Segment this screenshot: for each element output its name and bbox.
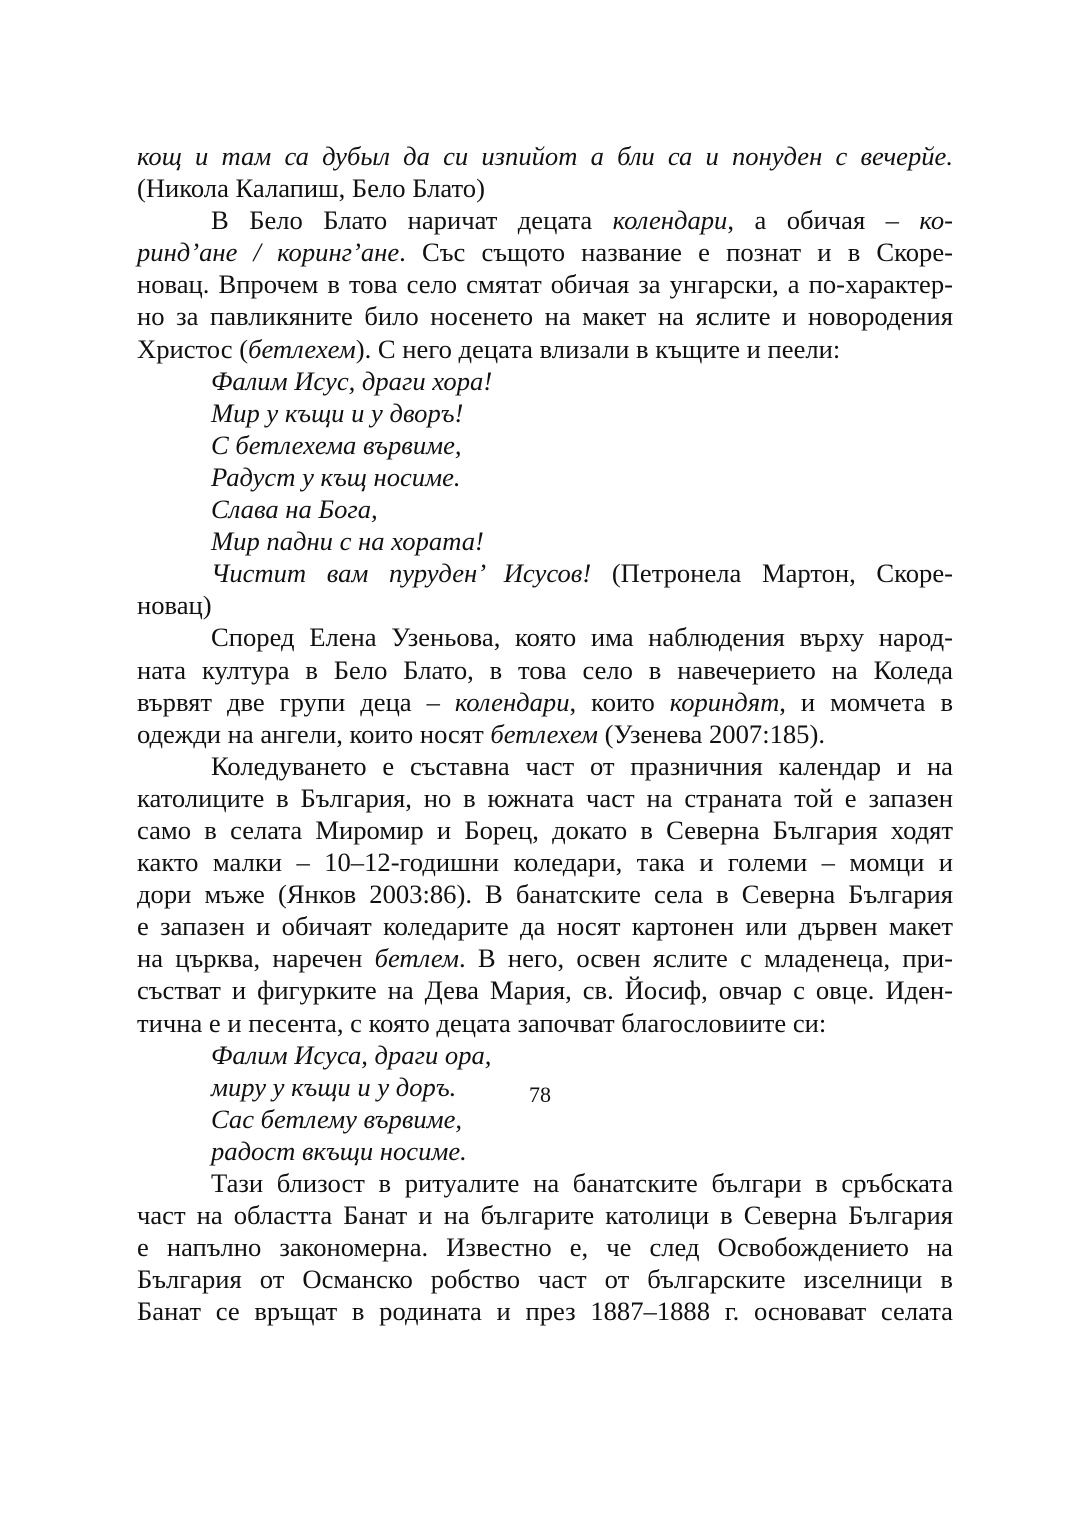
text-line: Христос (бетлехем). С него децата влизали в къщите и пеели: <box>137 333 841 364</box>
text-line: Коледуването е съставна част от празничния календар и на <box>211 750 953 781</box>
paragraph-verse-closing <box>137 557 953 621</box>
verse-line: миру у къщи и у доръ. <box>211 1071 457 1102</box>
text-line: Чистит вам пуруден’ Исусов! (Петронела Мартон, Скоре- <box>211 558 953 589</box>
verse-block-1 <box>137 365 953 558</box>
text-line: новац. Впрочем в това село смятат обичая за унгарски, а по-характер- <box>137 269 953 300</box>
text-line: част на областта Банат и на българите католици в Северна България <box>137 1200 953 1231</box>
verse-line: Фалим Исуса, драги ора, <box>211 1039 492 1070</box>
dialect-quote: кощ и там са дубыл да си изпийот а бли са и понуден с вечерйе. <box>137 141 953 171</box>
verse-line: Слава на Бога, <box>211 494 378 525</box>
text-line: България от Османско робство част от българските изселници в <box>137 1264 953 1295</box>
verse-line: Мир у къщи и у дворъ! <box>211 397 464 428</box>
text-line: Според Елена Узеньова, която има наблюдения върху народ- <box>211 622 953 653</box>
page-text <box>137 140 953 1327</box>
text-line: католиците в България, но в южната част на страната той е запазен <box>137 782 953 813</box>
verse-line: Радуст у къщ носиме. <box>211 461 461 492</box>
verse-line: Фалим Исус, драги хора! <box>211 365 493 396</box>
verse-line: Мир падни с на хората! <box>211 526 484 557</box>
verse-line: радост вкъщи носиме. <box>211 1135 467 1166</box>
text-line: ринд’ане / коринг’ане. Със същото название е познат и в Скоре- <box>137 237 953 268</box>
page-number: 78 <box>529 1082 551 1107</box>
text-line: Банат се връщат в родината и през 1887–1888 г. основават селата <box>137 1296 953 1327</box>
text-line: но за павликяните било носенето на макет на яслите и новородения <box>137 301 953 332</box>
text-line: състват и фигурките на Дева Мария, св. Йосиф, овчар с овце. Иден- <box>137 975 953 1006</box>
paragraph-belo-blato <box>137 204 953 364</box>
paragraph-banat <box>137 1167 953 1327</box>
verse-line: С бетлехема вървиме, <box>211 429 462 460</box>
verse-line: Сас бетлему вървиме, <box>211 1103 463 1134</box>
text-line: вървят две групи деца – колендари, които кориндят, и момчета в <box>137 686 953 717</box>
paragraph-continuation <box>137 140 953 204</box>
paragraph-uzenyova <box>137 621 953 749</box>
text-line: е запазен и обичаят коледарите да носят картонен или дървен макет <box>137 911 953 942</box>
text-line: дори мъже (Янков 2003:86). В банатските села в Северна България <box>137 879 953 910</box>
text-line <box>137 140 953 172</box>
text-line: тична е и песента, с която децата започват благословиите си: <box>137 1007 827 1038</box>
text-line: ната култура в Бело Блато, в това село в навечерието на Коледа <box>137 654 953 685</box>
paragraph-koleduvane <box>137 750 953 1039</box>
text-line: на църква, наречен бетлем. В него, освен яслите с младенеца, при- <box>137 943 953 974</box>
text-line: е напълно закономерна. Известно е, че след Освобождението на <box>137 1232 953 1263</box>
text-line: както малки – 10–12-годишни коледари, така и големи – момци и <box>137 847 953 878</box>
text-line: одежди на ангели, които носят бетлехем (Узенева 2007:185). <box>137 718 825 749</box>
text-line: само в селата Миромир и Борец, докато в Северна България ходят <box>137 814 953 845</box>
text-line: новац) <box>137 590 212 621</box>
text-line: Тази близост в ритуалите на банатските българи в сръбската <box>211 1168 953 1198</box>
text-line: В Бело Блато наричат децата колендари, а обичая – ко- <box>211 205 953 236</box>
text-line: (Никола Калапиш, Бело Блато) <box>137 173 485 204</box>
